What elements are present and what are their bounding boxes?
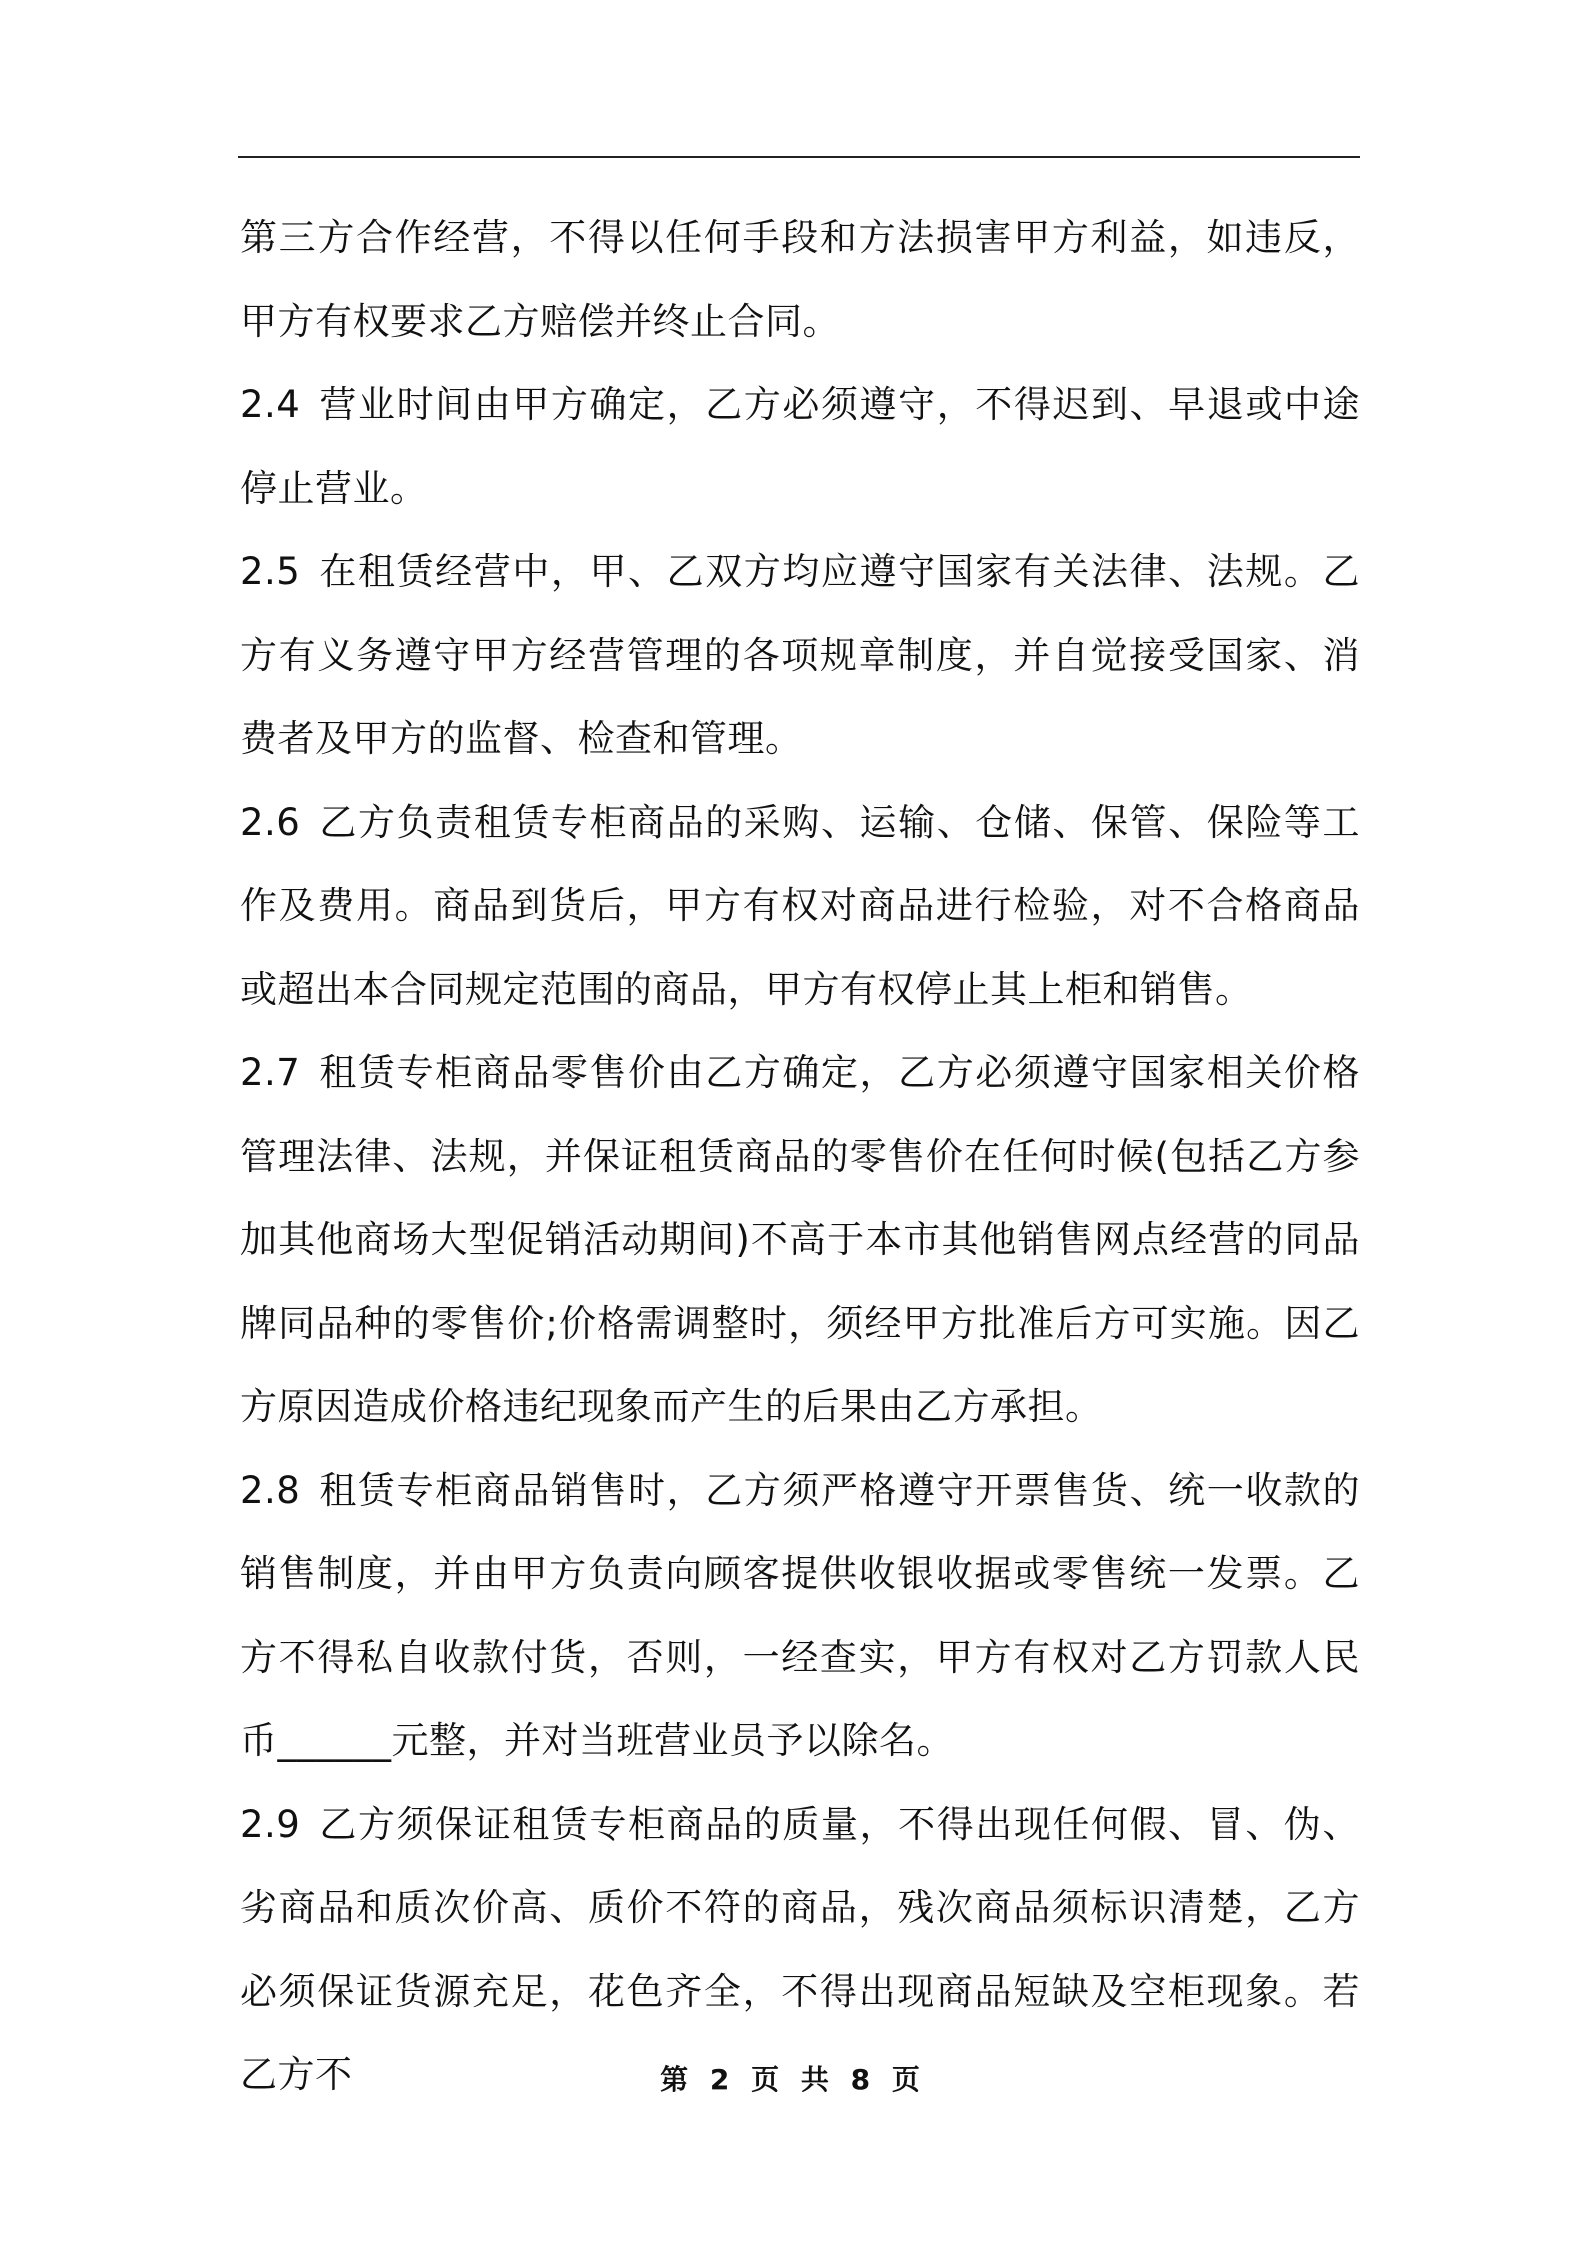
clause-2-6 — [240, 781, 1360, 1032]
clause-2-8 — [240, 1449, 1360, 1783]
page-number-label: 第 2 页 共 8 页 — [660, 2063, 926, 2096]
clause-text: 营业时间由甲方确定，乙方必须遵守，不得迟到、早退或中途停止营业。 — [240, 383, 1360, 510]
clause-number: 2.6 — [240, 800, 301, 844]
clause-text: 租赁专柜商品销售时，乙方须严格遵守开票售货、统一收款的销售制度，并由甲方负责向顾客提供收银收据或零售统一发票。乙方不得私自收款付货，否则，一经查实，甲方有权对乙方罚款人民币______元整，并对当班营业员予以除名。 — [240, 1468, 1360, 1762]
document-body — [240, 196, 1360, 2117]
paragraph-text: 第三方合作经营，不得以任何手段和方法损害甲方利益，如违反，甲方有权要求乙方赔偿并终止合同。 — [240, 216, 1360, 343]
page-footer — [0, 2058, 1586, 2098]
clause-number: 2.7 — [240, 1051, 301, 1094]
clause-number: 2.4 — [240, 383, 301, 426]
clause-text: 乙方负责租赁专柜商品的采购、运输、仓储、保管、保险等工作及费用。商品到货后，甲方有权对商品进行检验，对不合格商品或超出本合同规定范围的商品，甲方有权停止其上柜和销售。 — [240, 800, 1360, 1011]
clause-2-7 — [240, 1031, 1360, 1449]
clause-number: 2.5 — [240, 550, 301, 593]
clause-2-4 — [240, 363, 1360, 530]
paragraph-continuation — [240, 196, 1360, 363]
clause-text: 租赁专柜商品零售价由乙方确定，乙方必须遵守国家相关价格管理法律、法规，并保证租赁商品的零售价在任何时候(包括乙方参加其他商场大型促销活动期间)不高于本市其他销售网点经营的同品牌同品种的零售价;价格需调整时，须经甲方批准后方可实施。因乙方原因造成价格违纪现象而产生的后果由乙方承担。 — [240, 1051, 1360, 1428]
clause-2-5 — [240, 530, 1360, 781]
clause-text: 乙方须保证租赁专柜商品的质量，不得出现任何假、冒、伪、劣商品和质次价高、质价不符的商品，残次商品须标识清楚，乙方必须保证货源充足，花色齐全，不得出现商品短缺及空柜现象。若乙方不 — [240, 1802, 1360, 2096]
clause-number: 2.8 — [240, 1468, 301, 1512]
clause-text: 在租赁经营中，甲、乙双方均应遵守国家有关法律、法规。乙方有义务遵守甲方经营管理的各项规章制度，并自觉接受国家、消费者及甲方的监督、检查和管理。 — [240, 550, 1360, 760]
clause-number: 2.9 — [240, 1802, 301, 1846]
header-rule — [238, 156, 1360, 158]
